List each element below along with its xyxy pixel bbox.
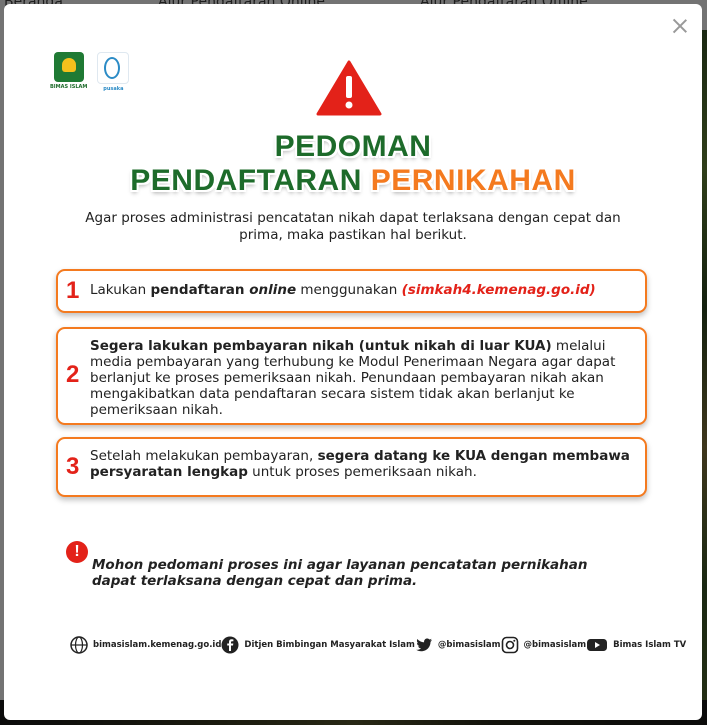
- instagram-icon: [501, 636, 519, 654]
- step-text: Lakukan pendaftaran online menggunakan (simkah4.kemenag.go.id): [90, 282, 596, 298]
- pusaka-logo: pusaka: [97, 52, 129, 92]
- step-number: 3: [66, 453, 80, 480]
- step-text: Setelah melakukan pembayaran, segera datang ke KUA dengan membawa persyaratan lengkap untuk proses pemeriksaan nikah.: [90, 448, 630, 480]
- kemenag-logo: BIMAS ISLAM: [50, 52, 87, 90]
- logos: [50, 52, 129, 92]
- globe-icon: [70, 636, 88, 654]
- note-text: Mohon pedomani proses ini agar layanan pencatatan pernikahan dapat terlaksana dengan cepat dan prima.: [92, 557, 588, 589]
- title-pedoman: PEDOMAN: [274, 130, 432, 163]
- twitter-icon: [415, 636, 433, 654]
- step-1-box: [56, 269, 647, 313]
- footer-website[interactable]: bimasislam.kemenag.go.id: [70, 636, 221, 654]
- intro-text: Agar proses administrasi pencatatan nikah dapat terlaksana dengan cepat dan prima, maka pastikan hal berikut.: [85, 210, 621, 243]
- step-number: 1: [66, 277, 80, 304]
- social-footer: [70, 636, 687, 654]
- warning-icon: [316, 60, 382, 116]
- youtube-icon: [586, 636, 608, 654]
- footer-facebook[interactable]: Ditjen Bimbingan Masyarakat Islam: [221, 636, 414, 654]
- step-3-box: [56, 437, 647, 497]
- step-2-box: [56, 327, 647, 425]
- close-icon[interactable]: [670, 16, 690, 36]
- title-pendaftaran-pernikahan: PENDAFTARAN PERNIKAHAN: [130, 164, 576, 197]
- alert-icon: !: [66, 541, 88, 563]
- facebook-icon: [221, 636, 239, 654]
- footer-youtube[interactable]: Bimas Islam TV: [586, 636, 686, 654]
- footer-twitter[interactable]: @bimasislam: [415, 636, 501, 654]
- announcement-modal: [4, 4, 702, 720]
- simkah-link[interactable]: (simkah4.kemenag.go.id): [401, 282, 596, 298]
- step-text: Segera lakukan pembayaran nikah (untuk nikah di luar KUA) melalui media pembayaran yang terhubung ke Modul Penerimaan Negara agar dapat berlanjut ke proses pemeriksaan nikah. Penundaan pembayaran nikah akan mengakibatkan data pendaftaran secara sistem tidak akan berlanjut ke pemeriksaan nikah.: [90, 338, 616, 418]
- step-number: 2: [66, 361, 80, 388]
- footer-instagram[interactable]: @bimasislam: [501, 636, 587, 654]
